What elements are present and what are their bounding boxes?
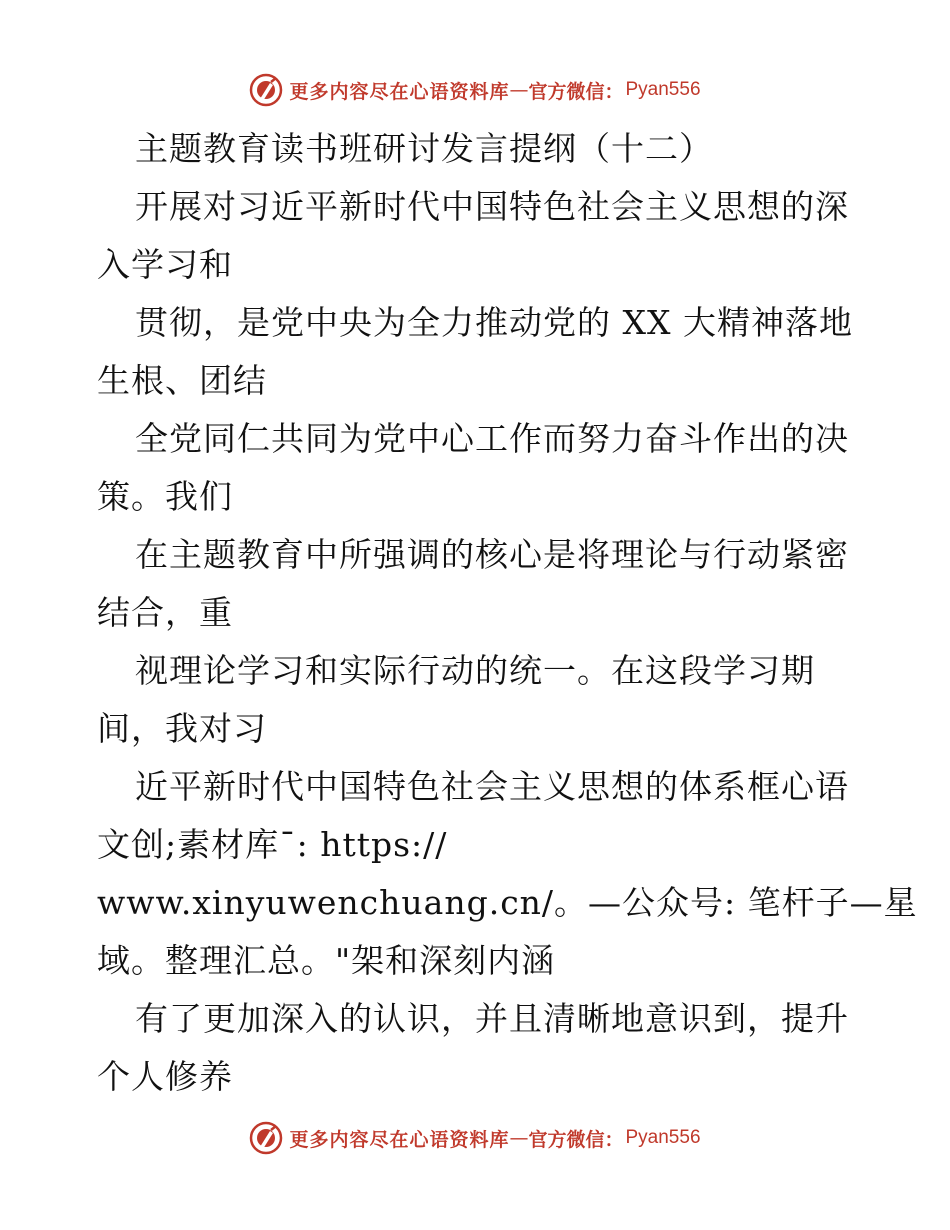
paragraph-line: 近平新时代中国特色社会主义思想的体系框心语 <box>135 767 849 806</box>
wechat-label: 官方微信： <box>528 80 624 103</box>
paragraph-line: 在主题教育中所强调的核心是将理论与行动紧密 <box>135 535 849 574</box>
wechat-id: Pyan556 <box>625 79 701 100</box>
banner-title: 更多内容尽在心语资料库 <box>289 1128 510 1151</box>
banner-separator: — <box>509 79 529 101</box>
document-body <box>97 120 918 1106</box>
paragraph-line: 文创;素材库¯: https:// <box>97 825 448 864</box>
wechat-id: Pyan556 <box>625 1127 701 1148</box>
paragraph-line: 开展对习近平新时代中国特色社会主义思想的深 <box>135 187 849 226</box>
header-banner <box>0 70 950 110</box>
paragraph-line: 贯彻，是党中央为全力推动党的 XX 大精神落地 <box>135 303 853 342</box>
paragraph-line: 入学习和 <box>97 245 233 284</box>
document-title: 主题教育读书班研讨发言提纲（十二） <box>135 129 713 168</box>
banner-separator: — <box>509 1127 529 1149</box>
paragraph-line: 有了更加深入的认识，并且清晰地意识到，提升 <box>135 999 849 1038</box>
paragraph-line: 策。我们 <box>97 477 233 516</box>
paragraph-line: 域。整理汇总。"架和深刻内涵 <box>97 941 556 980</box>
footer-banner <box>0 1118 950 1158</box>
paragraph-line: 结合，重 <box>97 593 233 632</box>
banner-title: 更多内容尽在心语资料库 <box>289 80 510 103</box>
pen-nib-logo-icon <box>249 1121 283 1155</box>
paragraph-line: www.xinyuwenchuang.cn/。—公众号: 笔杆子—星 <box>97 883 918 922</box>
paragraph-line: 个人修养 <box>97 1057 233 1096</box>
wechat-label: 官方微信： <box>528 1128 624 1151</box>
paragraph-line: 全党同仁共同为党中心工作而努力奋斗作出的决 <box>135 419 849 458</box>
paragraph-line: 生根、团结 <box>97 361 267 400</box>
paragraph-line: 视理论学习和实际行动的统一。在这段学习期 <box>135 651 815 690</box>
pen-nib-logo-icon <box>249 73 283 107</box>
paragraph-line: 间，我对习 <box>97 709 267 748</box>
